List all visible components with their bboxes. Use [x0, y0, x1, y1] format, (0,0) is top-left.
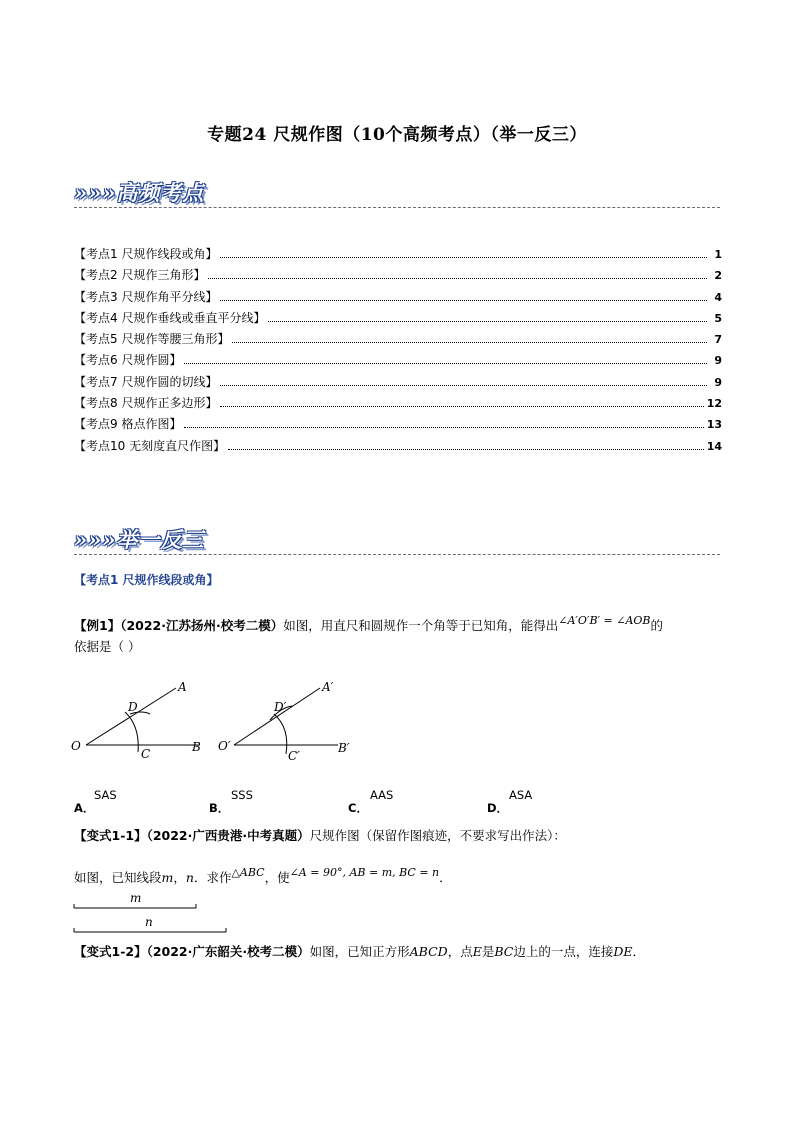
label-B: B [192, 740, 201, 754]
toc-entry[interactable]: 【考点9 格点作图】 13 [74, 417, 722, 432]
segments-figure [70, 888, 240, 936]
label-B-prime: B′ [338, 741, 350, 755]
label-C-prime: C′ [288, 749, 300, 763]
label-O-prime: O′ [218, 739, 231, 753]
section-title-frequent: 高频考点 [116, 180, 205, 205]
arc-C'D' [274, 714, 287, 754]
label-m: m [130, 891, 142, 905]
variant-1-1-question: 【变式1-1】（2022·广西贵港·中考真题）尺规作图（保留作图痕迹，不要求写出作法）： [74, 828, 566, 843]
toc-entry[interactable]: 【考点7 尺规作圆的切线】 9 [74, 374, 722, 389]
toc-entry[interactable]: 【考点1 尺规作线段或角】 1 [74, 247, 722, 261]
label-D-prime: D′ [274, 700, 287, 714]
toc-entry[interactable]: 【考点3 尺规作角平分线】 4 [74, 289, 722, 304]
ray-OA [86, 688, 176, 745]
kaodian-heading: 【考点1 尺规作线段或角】 [74, 573, 219, 587]
section-title-practice: 举一反三 [116, 527, 205, 552]
label-D: D [128, 700, 138, 714]
label-C: C [141, 747, 151, 761]
variant-1-2-question: 【变式1-2】（2022·广东韶关·校考二模）如图，已知正方形ABCD，点E是BC边上的一点，连接DE． [74, 944, 646, 959]
toc-entry[interactable]: 【考点4 尺规作垂线或垂直平分线】 5 [74, 310, 722, 325]
triple-arrow-icon: »»» [74, 180, 117, 205]
toc-entry[interactable]: 【考点5 尺规作等腰三角形】 7 [74, 332, 722, 347]
arc-CD [125, 712, 138, 752]
table-of-contents [74, 244, 722, 457]
toc-entry[interactable]: 【考点6 尺规作圆】 9 [74, 353, 722, 368]
section-divider [74, 554, 720, 555]
angle-construction-figure [68, 674, 368, 774]
angle-equation: ∠A′O′B′ = ∠AOB [558, 614, 651, 627]
label-A-prime: A′ [322, 680, 334, 694]
toc-entry[interactable]: 【考点2 尺规作三角形】 2 [74, 268, 722, 283]
section-header-practice [74, 524, 204, 554]
triple-arrow-icon: »»» [74, 527, 117, 552]
section-header-frequent [74, 177, 204, 207]
page-title: 专题24 尺规作图（10个高频考点）（举一反三） [207, 125, 587, 145]
label-n: n [145, 915, 153, 929]
label-O: O [71, 739, 81, 753]
label-A: A [178, 680, 187, 694]
toc-entry[interactable]: 【考点8 尺规作正多边形】 12 [74, 396, 722, 411]
section-divider [74, 207, 720, 208]
example-1-question: 【例1】（2022·江苏扬州·校考二模）如图，用直尺和圆规作一个角等于已知角，能得出∠A′O′B′ = ∠AOB的 依据是（ ） [74, 614, 664, 654]
variant-1-1-condition: 如图，已知线段m，n．求作△ABC，使∠A = 90°, AB = m, BC = n． [74, 866, 452, 885]
toc-entry[interactable]: 【考点10 无刻度直尺作图】 14 [74, 438, 722, 453]
